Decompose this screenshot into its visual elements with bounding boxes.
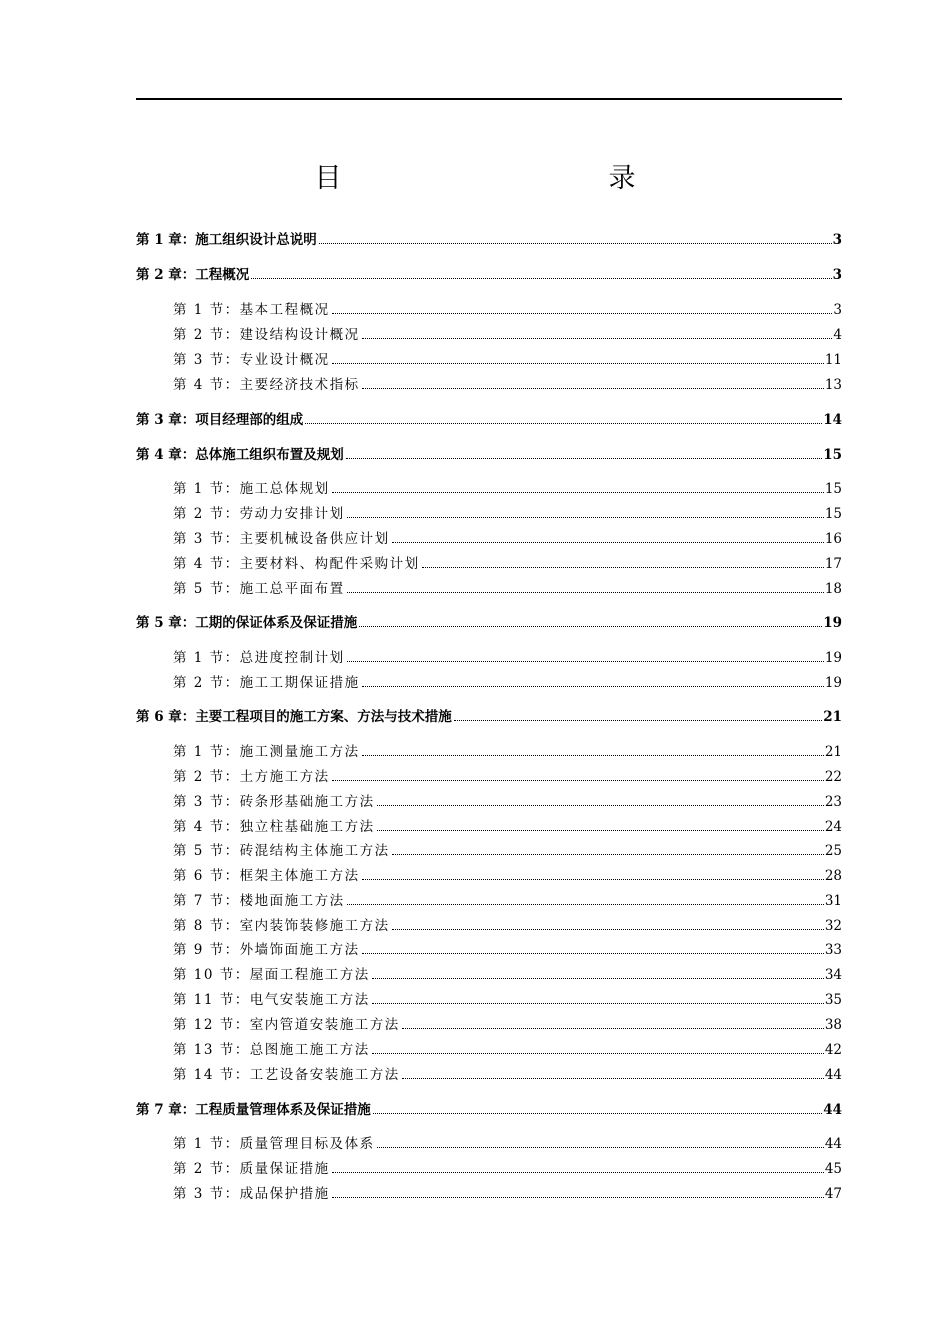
toc-section-entry[interactable] <box>136 296 842 318</box>
toc-section-entry[interactable] <box>136 788 842 810</box>
toc-section-entry[interactable] <box>136 936 842 958</box>
toc-entry-page-number: 19 <box>824 650 842 666</box>
toc-entry-label: 第 5 节：砖混结构主体施工方法 <box>173 843 390 859</box>
toc-section-entry[interactable] <box>136 475 842 497</box>
dot-leader <box>402 1028 824 1029</box>
dot-leader <box>377 1147 824 1148</box>
toc-section-entry[interactable] <box>136 550 842 572</box>
toc-entry-page-number: 33 <box>824 942 842 958</box>
toc-entry-label: 第 1 节：质量管理目标及体系 <box>173 1136 375 1152</box>
toc-entry-label: 第 2 节：劳动力安排计划 <box>173 506 345 522</box>
dot-leader <box>332 492 824 493</box>
toc-section-entry[interactable] <box>136 321 842 343</box>
toc-section-entry[interactable] <box>136 763 842 785</box>
toc-entry-page-number: 34 <box>824 967 842 983</box>
toc-entry-label: 第 2 节：施工工期保证措施 <box>173 675 360 691</box>
toc-chapter-entry[interactable] <box>136 703 842 725</box>
toc-entry-page-number: 23 <box>824 794 842 810</box>
toc-section-entry[interactable] <box>136 813 842 835</box>
toc-entry-page-number: 17 <box>824 556 842 572</box>
toc-entry-page-number: 24 <box>824 819 842 835</box>
dot-leader <box>305 423 822 424</box>
toc-section-entry[interactable] <box>136 1155 842 1177</box>
toc-entry-label: 第 12 节：室内管道安装施工方法 <box>173 1017 400 1033</box>
toc-section-entry[interactable] <box>136 371 842 393</box>
dot-leader <box>372 1003 824 1004</box>
toc-section-entry[interactable] <box>136 961 842 983</box>
toc-entry-label: 第 7 章：工程质量管理体系及保证措施 <box>136 1102 371 1118</box>
dot-leader <box>362 879 824 880</box>
toc-entry-label: 第 11 节：电气安装施工方法 <box>173 992 370 1008</box>
toc-entry-page-number: 15 <box>824 481 842 497</box>
dot-leader <box>346 458 822 459</box>
toc-section-entry[interactable] <box>136 887 842 909</box>
dot-leader <box>332 1172 824 1173</box>
toc-entry-page-number: 38 <box>824 1017 842 1033</box>
toc-entry-page-number: 28 <box>824 868 842 884</box>
dot-leader <box>372 1053 824 1054</box>
dot-leader <box>362 953 824 954</box>
toc-entry-label: 第 4 章：总体施工组织布置及规划 <box>136 447 344 463</box>
toc-chapter-entry[interactable] <box>136 609 842 631</box>
toc-entry-page-number: 13 <box>824 377 842 393</box>
dot-leader <box>373 1113 822 1114</box>
dot-leader <box>392 929 824 930</box>
dot-leader <box>347 592 824 593</box>
toc-entry-page-number: 42 <box>824 1042 842 1058</box>
toc-section-entry[interactable] <box>136 644 842 666</box>
toc-entry-label: 第 5 章：工期的保证体系及保证措施 <box>136 615 358 631</box>
toc-entry-label: 第 4 节：主要材料、构配件采购计划 <box>173 556 420 572</box>
toc-chapter-entry[interactable] <box>136 261 842 283</box>
toc-entry-page-number: 32 <box>824 918 842 934</box>
toc-section-entry[interactable] <box>136 669 842 691</box>
dot-leader <box>392 542 824 543</box>
dot-leader <box>347 904 824 905</box>
dot-leader <box>362 338 833 339</box>
toc-entry-page-number: 15 <box>824 506 842 522</box>
toc-entry-page-number: 44 <box>824 1067 842 1083</box>
toc-entry-label: 第 3 节：主要机械设备供应计划 <box>173 531 390 547</box>
dot-leader <box>319 243 832 244</box>
toc-entry-label: 第 1 节：基本工程概况 <box>173 302 330 318</box>
toc-entry-page-number: 22 <box>824 769 842 785</box>
toc-entry-label: 第 10 节：屋面工程施工方法 <box>173 967 370 983</box>
toc-entry-page-number: 3 <box>833 302 842 318</box>
dot-leader <box>392 854 824 855</box>
toc-entry-page-number: 44 <box>824 1136 842 1152</box>
toc-entry-page-number: 45 <box>824 1161 842 1177</box>
toc-section-entry[interactable] <box>136 1061 842 1083</box>
toc-entry-label: 第 13 节：总图施工施工方法 <box>173 1042 370 1058</box>
toc-entry-label: 第 3 节：成品保护措施 <box>173 1186 330 1202</box>
toc-entry-page-number: 3 <box>832 267 842 283</box>
toc-entry-label: 第 3 节：专业设计概况 <box>173 352 330 368</box>
toc-entry-page-number: 11 <box>824 352 842 368</box>
dot-leader <box>332 313 833 314</box>
toc-chapter-entry[interactable] <box>136 226 842 248</box>
toc-entry-label: 第 1 节：施工测量施工方法 <box>173 744 360 760</box>
toc-entry-label: 第 2 节：土方施工方法 <box>173 769 330 785</box>
dot-leader <box>359 626 822 627</box>
header-rule <box>136 98 842 100</box>
toc-section-entry[interactable] <box>136 1180 842 1202</box>
toc-entry-label: 第 6 节：框架主体施工方法 <box>173 868 360 884</box>
toc-entry-label: 第 6 章：主要工程项目的施工方案、方法与技术措施 <box>136 709 452 725</box>
toc-entry-label: 第 14 节：工艺设备安装施工方法 <box>173 1067 400 1083</box>
toc-entry-page-number: 3 <box>832 232 842 248</box>
dot-leader <box>362 755 824 756</box>
toc-entry-page-number: 44 <box>823 1102 842 1118</box>
toc-entry-page-number: 35 <box>824 992 842 1008</box>
dot-leader <box>332 363 824 364</box>
dot-leader <box>422 567 824 568</box>
toc-entry-page-number: 14 <box>823 412 842 428</box>
toc-section-entry[interactable] <box>136 525 842 547</box>
toc-entry-page-number: 21 <box>823 709 842 725</box>
toc-section-entry[interactable] <box>136 738 842 760</box>
dot-leader <box>377 830 824 831</box>
dot-leader <box>362 686 824 687</box>
toc-entry-label: 第 9 节：外墙饰面施工方法 <box>173 942 360 958</box>
toc-entry-label: 第 1 章：施工组织设计总说明 <box>136 232 317 248</box>
toc-entry-page-number: 25 <box>824 843 842 859</box>
toc-entry-label: 第 2 章：工程概况 <box>136 267 250 283</box>
toc-entry-label: 第 8 节：室内装饰装修施工方法 <box>173 918 390 934</box>
toc-entry-label: 第 2 节：建设结构设计概况 <box>173 327 360 343</box>
dot-leader <box>251 278 831 279</box>
toc-section-entry[interactable] <box>136 1036 842 1058</box>
toc-entry-label: 第 3 章：项目经理部的组成 <box>136 412 304 428</box>
toc-entry-page-number: 47 <box>824 1186 842 1202</box>
toc-section-entry[interactable] <box>136 346 842 368</box>
toc-title: 目 录 <box>314 163 756 194</box>
toc-entry-page-number: 15 <box>823 447 842 463</box>
toc-entry-page-number: 19 <box>823 615 842 631</box>
toc-entry-page-number: 19 <box>824 675 842 691</box>
dot-leader <box>377 805 824 806</box>
dot-leader <box>332 780 824 781</box>
toc-section-entry[interactable] <box>136 1130 842 1152</box>
toc-section-entry[interactable] <box>136 1011 842 1033</box>
toc-chapter-entry[interactable] <box>136 406 842 428</box>
toc-entry-label: 第 7 节：楼地面施工方法 <box>173 893 345 909</box>
dot-leader <box>347 517 824 518</box>
toc-entry-label: 第 5 节：施工总平面布置 <box>173 581 345 597</box>
dot-leader <box>362 388 824 389</box>
toc-entry-page-number: 31 <box>824 893 842 909</box>
dot-leader <box>402 1078 824 1079</box>
toc-entry-page-number: 21 <box>824 744 842 760</box>
toc-section-entry[interactable] <box>136 500 842 522</box>
toc-section-entry[interactable] <box>136 912 842 934</box>
toc-entry-label: 第 2 节：质量保证措施 <box>173 1161 330 1177</box>
toc-entry-page-number: 16 <box>824 531 842 547</box>
toc-section-entry[interactable] <box>136 986 842 1008</box>
toc-section-entry[interactable] <box>136 575 842 597</box>
toc-section-entry[interactable] <box>136 837 842 859</box>
toc-entry-label: 第 1 节：总进度控制计划 <box>173 650 345 666</box>
dot-leader <box>347 661 824 662</box>
toc-entry-label: 第 1 节：施工总体规划 <box>173 481 330 497</box>
dot-leader <box>372 978 824 979</box>
toc-chapter-entry[interactable] <box>136 1096 842 1118</box>
toc-entry-page-number: 18 <box>824 581 842 597</box>
toc-chapter-entry[interactable] <box>136 441 842 463</box>
dot-leader <box>454 720 822 721</box>
dot-leader <box>332 1197 824 1198</box>
toc-section-entry[interactable] <box>136 862 842 884</box>
toc-entry-label: 第 4 节：主要经济技术指标 <box>173 377 360 393</box>
toc-entry-label: 第 4 节：独立柱基础施工方法 <box>173 819 375 835</box>
toc-entry-label: 第 3 节：砖条形基础施工方法 <box>173 794 375 810</box>
toc-entry-page-number: 4 <box>833 327 842 343</box>
